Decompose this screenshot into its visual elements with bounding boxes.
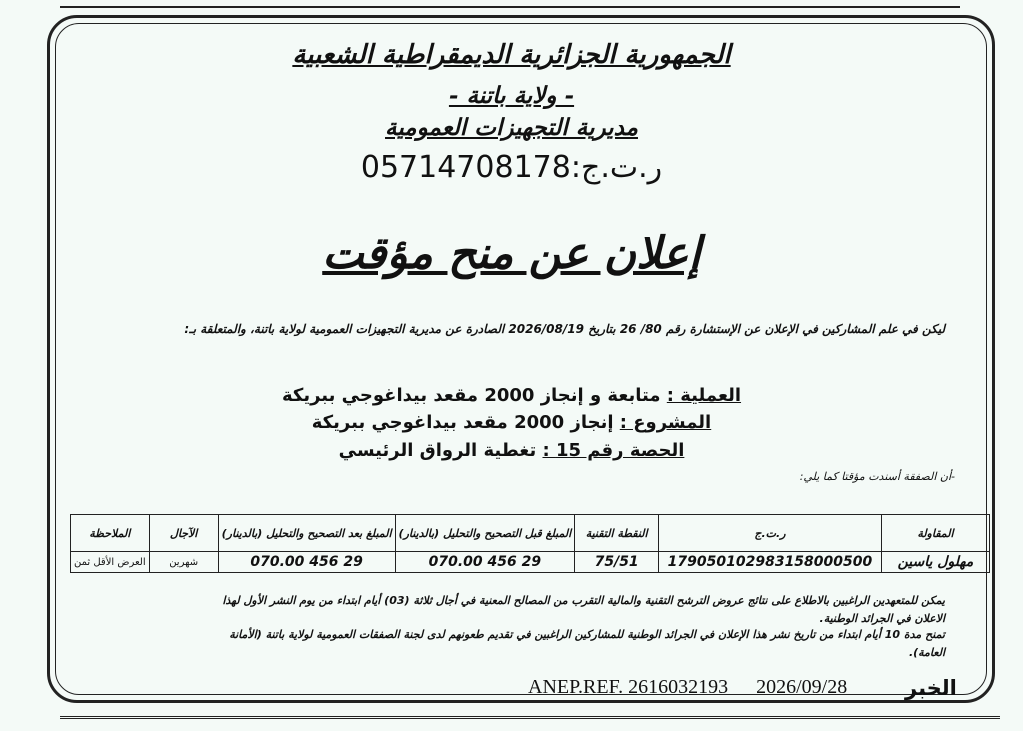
cell-contractor: مهلول ياسين [881,552,989,573]
cell-amount-before: 29 456 070.00 [395,552,575,573]
appeal-line-2: العامة). [908,646,945,659]
bottom-divider [60,716,1000,731]
top-divider [60,0,960,8]
header-contractor: المقاولة [881,515,989,552]
header-remark: الملاحظة [71,515,150,552]
directorate-heading: مديرية التجهيزات العمومية [385,114,638,141]
cell-technical-score: 75/51 [575,552,659,573]
cell-amount-after: 29 456 070.00 [218,552,395,573]
header-deadline: الآجال [149,515,218,552]
anep-reference: ANEP.REF. 2616032193 [528,676,729,698]
header-technical-score: النقطة التقنية [575,515,659,552]
lot-value: تغطية الرواق الرئيسي [338,440,543,461]
cell-deadline: شهرين [149,552,218,573]
cell-nif: 179050102983158000500 [659,552,882,573]
lot-label: الحصة رقم 15 : [542,440,685,461]
project-label: المشروع : [619,412,712,433]
appeal-paragraph [229,626,945,662]
operation-label: العملية : [666,385,742,406]
project-line [0,412,1023,433]
wilaya-heading: - ولاية باتنة - [448,82,575,109]
tax-id: ر.ت.ج:05714708178 [360,150,663,185]
header-nif: ر.ت.ج [659,515,882,552]
operation-value: متابعة و إنجاز 2000 مقعد بيداغوجي ببريكة [281,385,667,406]
lot-line [0,440,1023,461]
award-table [70,514,990,573]
appeal-line-1: تمنح مدة 10 أيام ابتداء من تاريخ نشر هذا الإعلان في الجرائد الوطنية للمشاركين الراغبين في تقديم طعونهم لدى لجنة الصفقات العمومية لولاية باتنة (الأمانة [229,628,945,641]
cell-remark: العرض الأقل ثمن [71,552,150,573]
consultation-paragraph [222,592,945,628]
consultation-line-1: يمكن للمتعهدين الراغبين بالاطلاع على نتائج عروض الترشح التقنية والمالية التقرب من المصالح المعنية في أجال ثلاثة (03) أيام ابتداء من يوم النشر الأول لهذا [222,594,945,607]
operation-line [0,385,1023,406]
republic-heading: الجمهورية الجزائرية الديمقراطية الشعبية [292,40,731,70]
newspaper-logo: الخبر [905,676,957,700]
intro-text: ليكن في علم المشاركين في الإعلان عن الإستشارة رقم 80/ 26 بتاريخ 2026/08/19 الصادرة عن مديرية التجهيزات العمومية لولاية باتنة، والمتعلقة بـ: [184,322,945,336]
header-amount-before: المبلغ قبل التصحيح والتحليل (بالدينار) [395,515,575,552]
header-amount-after: المبلغ بعد التصحيح والتحليل (بالدينار) [218,515,395,552]
consultation-line-2: الاعلان في الجرائد الوطنية. [819,612,945,625]
table-row [71,552,990,573]
project-value: إنجاز 2000 مقعد بيداغوجي ببريكة [311,412,620,433]
footer-reference [528,676,875,699]
table-header-row [71,515,990,552]
notice-title: إعلان عن منح مؤقت [322,228,701,279]
award-note: -أن الصفقة أسندت مؤقتا كما يلي: [799,470,955,483]
publication-date: 2026/09/28 [756,676,848,698]
